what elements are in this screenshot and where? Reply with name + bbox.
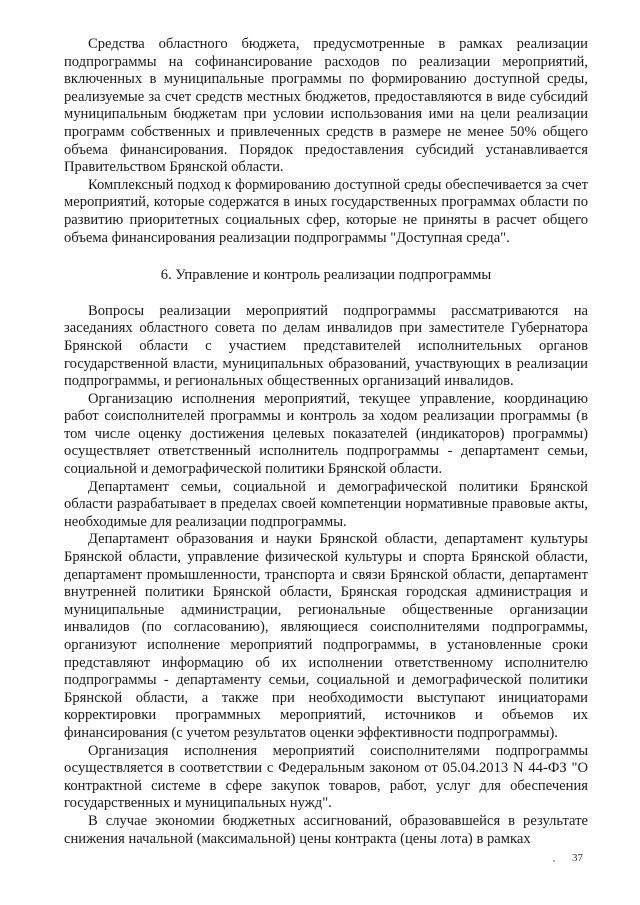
page-number: 37 [572, 852, 583, 864]
paragraph-legal-acts: Департамент семьи, социальной и демографической политики Брянской области разрабатывает в пределах своей компетенции нормативные правовые акты, необходимые для реализации подпрограммы. [64, 478, 588, 530]
paragraph-council-meetings: Вопросы реализации мероприятий подпрограммы рассматриваются на заседаниях областного совета по делам инвалидов при заместителе Губернатора Брянской области с участием представителей исполнительных органов государственной власти, муниципальных образований, участвующих в реализации подпрограммы, и региональных общественных организаций инвалидов. [64, 302, 588, 390]
paragraph-co-executors: Департамент образования и науки Брянской области, департамент культуры Брянской области, управление физической культуры и спорта Брянской области, департамент промышленности, транспорта и связи Брянской области, департамент внутренней политики Брянской области, Брянская городская администрация и муниципальные администрации, региональные общественные организации инвалидов (по согласованию), являющиеся соисполнителями подпрограммы, организуют исполнение мероприятий подпрограммы, в установленные сроки представляют информацию об их исполнении ответственному исполнителю подпрограммы - департаменту семьи, социальной и демографической политики Брянской области, а также при необходимости выступают инициаторами корректировки программных мероприятий, источников и объемов их финансирования (с учетом результатов оценки эффективности подпрограммы). [64, 531, 588, 741]
scan-speck [553, 860, 555, 862]
document-page [64, 36, 588, 848]
section-heading: 6. Управление и контроль реализации подпрограммы [160, 267, 492, 284]
paragraph-budget-savings: В случае экономии бюджетных ассигнований, образовавшейся в результате снижения начальной (максимальной) цены контракта (цены лота) в рамках [64, 812, 588, 847]
paragraph-federal-law: Организация исполнения мероприятий соисполнителями подпрограммы осуществляется в соответствии с Федеральным законом от 05.04.2013 N 44-ФЗ "О контрактной системе в сфере закупок товаров, работ, услуг для обеспечения государственных и муниципальных нужд". [64, 742, 588, 812]
paragraph-coordination: Организацию исполнения мероприятий, текущее управление, координацию работ соисполнителей программы и контроль за ходом реализации программы (в том числе оценку достижения целевых показателей (индикаторов) программы) осуществляет ответственный исполнитель подпрограммы - департамент семьи, социальной и демографической политики Брянской области. [64, 390, 588, 478]
paragraph-cofinancing: Средства областного бюджета, предусмотренные в рамках реализации подпрограммы на софинансирование расходов по реализации мероприятий, включенных в муниципальные программы по формированию доступной среды, реализуемые за счет средств местных бюджетов, предоставляются в виде субсидий муниципальным бюджетам при условии использования ими на цели реализации программ собственных и привлеченных средств в размере не менее 50% общего объема финансирования. Порядок предоставления субсидий устанавливается Правительством Брянской области. [64, 36, 588, 176]
paragraph-complex-approach: Комплексный подход к формированию доступной среды обеспечивается за счет мероприятий, которые содержатся в иных государственных программах области по развитию приоритетных социальных сфер, которые не приняты в расчет общего объема финансирования реализации подпрограммы "Доступная среда". [64, 176, 588, 246]
